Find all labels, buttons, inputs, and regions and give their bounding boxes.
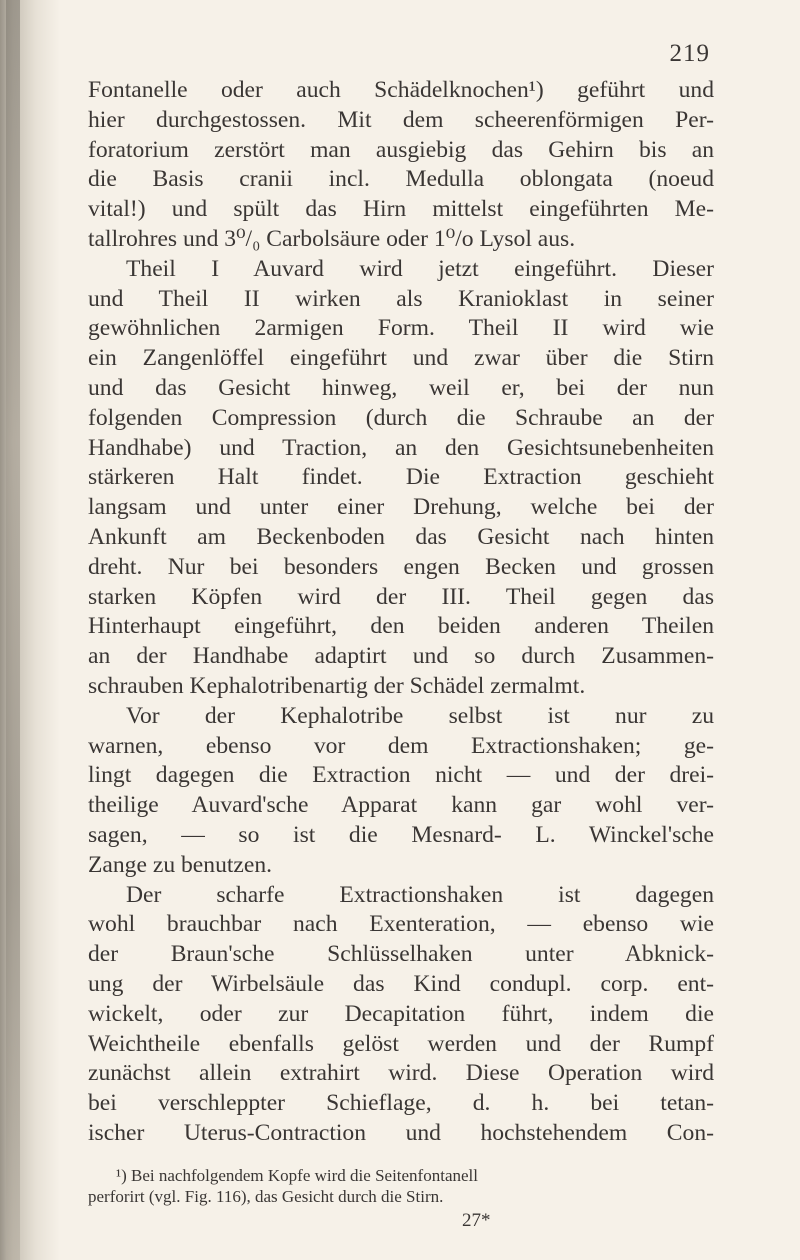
page-number: 219 bbox=[669, 40, 710, 67]
text-line: Vor der Kephalotribe selbst ist nur zu bbox=[126, 702, 714, 729]
text-line: ein Zangenlöffel eingeführt und zwar über die Stirn bbox=[88, 345, 714, 372]
footnote-line: perforirt (vgl. Fig. 116), das Gesicht durch die Stirn. bbox=[88, 1187, 444, 1206]
text-line: vital!) und spült das Hirn mittelst eingeführten Me- bbox=[88, 196, 714, 223]
text-line: wickelt, oder zur Decapitation führt, indem die bbox=[88, 1000, 714, 1027]
text-line: folgenden Compression (durch die Schraube an der bbox=[88, 404, 714, 431]
text-line: bei verschleppter Schieflage, d. h. bei tetan- bbox=[88, 1090, 714, 1117]
text-line: dreht. Nur bei besonders engen Becken und grossen bbox=[88, 553, 714, 580]
text-line: schrauben Kephalotribenartig der Schädel zermalmt. bbox=[88, 672, 586, 699]
text-line: Zange zu benutzen. bbox=[88, 851, 273, 878]
text-line: tallrohres und 3⁰/₀ Carbolsäure oder 1⁰/o Lysol aus. bbox=[88, 225, 576, 252]
text-line: an der Handhabe adaptirt und so durch Zusammen- bbox=[88, 643, 714, 670]
text-line: langsam und unter einer Drehung, welche bei der bbox=[88, 494, 714, 521]
text-line: die Basis cranii incl. Medulla oblongata (noeud bbox=[88, 166, 714, 193]
text-line: zunächst allein extrahirt wird. Diese Operation wird bbox=[88, 1060, 714, 1087]
text-line: Der scharfe Extractionshaken ist dagegen bbox=[126, 881, 714, 908]
text-line: Hinterhaupt eingeführt, den beiden anderen Theilen bbox=[88, 613, 714, 640]
text-line: Theil I Auvard wird jetzt eingeführt. Dieser bbox=[126, 255, 714, 282]
signature-mark: 27* bbox=[462, 1210, 491, 1231]
text-line: ischer Uterus-Contraction und hochstehendem Con- bbox=[88, 1119, 714, 1146]
text-line: und das Gesicht hinweg, weil er, bei der nun bbox=[88, 374, 714, 401]
text-line: stärkeren Halt findet. Die Extraction geschieht bbox=[88, 464, 714, 491]
text-line: Handhabe) und Traction, an den Gesichtsunebenheiten bbox=[88, 434, 714, 461]
text-line: starken Köpfen wird der III. Theil gegen das bbox=[88, 583, 714, 610]
page-edge bbox=[6, 0, 20, 1260]
text-line: Ankunft am Beckenboden das Gesicht nach hinten bbox=[88, 523, 714, 550]
text-line: warnen, ebenso vor dem Extractionshaken; ge- bbox=[88, 732, 714, 759]
body-text bbox=[88, 76, 714, 1149]
text-line: Fontanelle oder auch Schädelknochen¹) geführt und bbox=[88, 77, 714, 103]
text-line: hier durchgestossen. Mit dem scheerenförmigen Per- bbox=[88, 106, 714, 133]
text-line: und Theil II wirken als Kranioklast in seiner bbox=[88, 285, 714, 312]
text-line: der Braun'sche Schlüsselhaken unter Abknick- bbox=[88, 941, 714, 968]
text-line: wohl brauchbar nach Exenteration, — ebenso wie bbox=[88, 911, 714, 938]
text-line: Weichtheile ebenfalls gelöst werden und der Rumpf bbox=[88, 1030, 714, 1057]
text-line: lingt dagegen die Extraction nicht — und der drei- bbox=[88, 762, 714, 789]
text-line: theilige Auvard'sche Apparat kann gar wohl ver- bbox=[88, 792, 714, 819]
text-line: foratorium zerstört man ausgiebig das Gehirn bis an bbox=[88, 136, 714, 163]
footnote-line: ¹) Bei nachfolgendem Kopfe wird die Seitenfontanell bbox=[116, 1166, 478, 1185]
text-line: sagen, — so ist die Mesnard- L. Winckel'sche bbox=[88, 821, 714, 848]
footnote bbox=[88, 1165, 668, 1207]
text-line: gewöhnlichen 2armigen Form. Theil II wird wie bbox=[88, 315, 714, 342]
text-line: ung der Wirbelsäule das Kind condupl. corp. ent- bbox=[88, 970, 714, 997]
